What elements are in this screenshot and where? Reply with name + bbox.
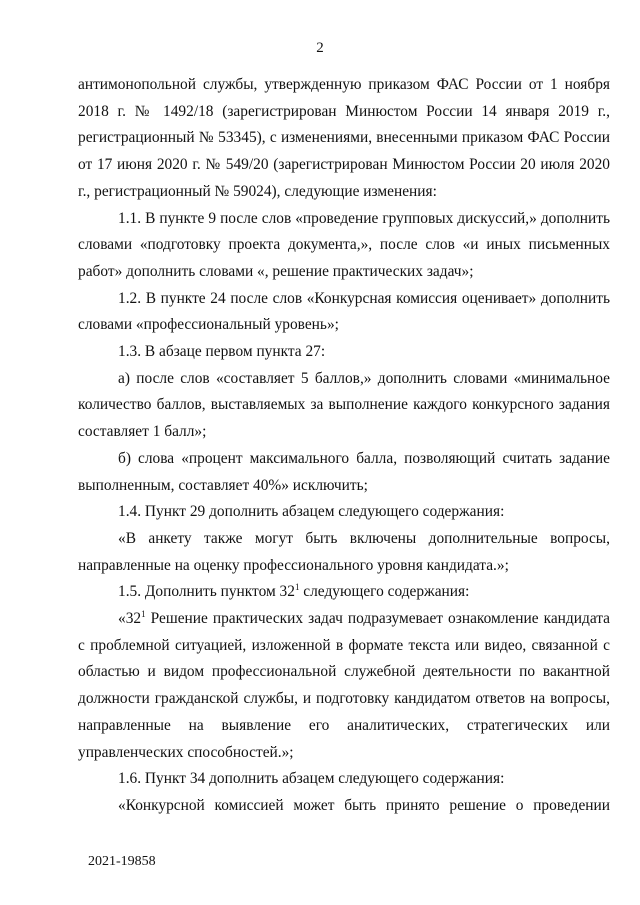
superscript-1: 1 [141,608,146,619]
paragraph-1-4: 1.4. Пункт 29 дополнить абзацем следующего содержания: [118,503,505,521]
paragraph-1-1: 1.1. В пункте 9 после слов «проведение групповых дискуссий,» дополнить словами «подготовку проекта документа,», после слов «и иных письменных работ» дополнить словами «, решение практических задач»; [78,209,610,280]
paragraph-1-3-b: б) слова «процент максимального балла, позволяющий считать задание выполненным, составляет 40%» исключить; [78,449,610,494]
quote-32-1-text: Решение практических задач подразумевает ознакомление кандидата с проблемной ситуацией, изложенной в формате текста или видео, связанной с областью и видом профессиональной служебной деятельности по вакантной должности гражданской службы, и подготовку кандидатом ответов на вопросы, направленные на выявление его аналитических, стратегических или управленческих способностей.»; [78,610,610,761]
paragraph-1-5-tail: следующего содержания: [299,583,470,601]
paragraph-1-6-quote: «Конкурсной комиссией может быть принято решение о проведении [118,796,610,814]
paragraph-1-2: 1.2. В пункте 24 после слов «Конкурсная комиссия оценивает» дополнить словами «профессиональный уровень»; [78,289,610,334]
paragraph-1-5 [78,579,610,606]
paragraph-1-6: 1.6. Пункт 34 дополнить абзацем следующего содержания: [118,770,505,788]
paragraph-1-4-quote: «В анкету также могут быть включены дополнительные вопросы, направленные на оценку профессионального уровня кандидата.»; [78,529,610,574]
paragraph-intro: антимонопольной службы, утвержденную приказом ФАС России от 1 ноября 2018 г. № 1492/18 (зарегистрирован Минюстом России 14 января 2019 г., регистрационный № 53345), с изменениями, внесенными приказом ФАС России от 17 июня 2020 г. № 549/20 (зарегистрирован Минюстом России 20 июля 2020 г., регистрационный № 59024), следующие изменения: [78,76,610,200]
page-number: 2 [316,40,324,56]
paragraph-1-3: 1.3. В абзаце первом пункта 27: [118,343,326,361]
document-body [78,72,610,820]
superscript-1: 1 [294,582,300,593]
paragraph-1-5-text: 1.5. Дополнить пунктом 32 [118,583,295,601]
document-id: 2021-19858 [88,854,156,869]
paragraph-1-3-a: а) после слов «составляет 5 баллов,» дополнить словами «минимальное количество баллов, выставляемых за выполнение каждого конкурсного задания составляет 1 балл»; [78,369,610,441]
quote-32-1-start: «32 [118,610,142,628]
paragraph-32-1-quote [78,606,610,766]
